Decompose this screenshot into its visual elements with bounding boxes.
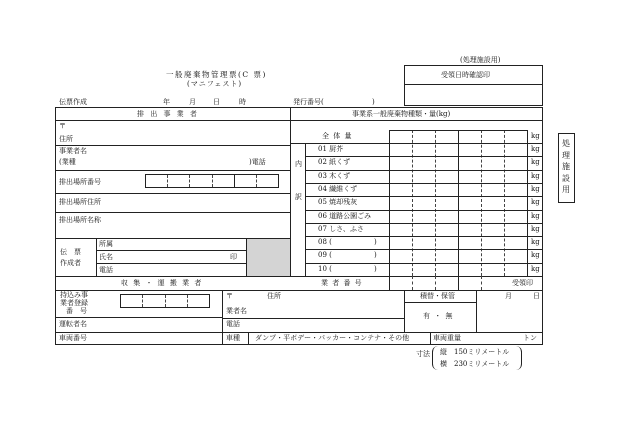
waste-item-unit: kg <box>531 238 540 246</box>
permit-label-3: 番 号 <box>66 307 87 315</box>
breakdown-label-1: 内 <box>295 160 302 168</box>
site-number-label: 排出場所番号 <box>59 178 101 186</box>
site-name-label: 排出場所名称 <box>59 216 101 224</box>
ton-label: トン <box>523 334 537 342</box>
affiliation-label: 所属 <box>99 240 113 248</box>
waste-item-label: 02 紙くず <box>318 158 351 166</box>
dimensions-height: 縦 150ミリメートル <box>440 348 510 356</box>
vehicle-types-options: ダンプ・平ボデー・パッカー・コンテナ・その他 <box>255 334 410 342</box>
issue-number-label: 発行番号( <box>293 98 324 106</box>
day-label: 日 <box>213 98 220 106</box>
business-number-label: 業 者 番 号 <box>321 279 363 287</box>
receipt-seal-label: 受領印 <box>512 279 533 287</box>
breakdown-label-2: 訳 <box>295 193 302 201</box>
waste-item-unit: kg <box>531 185 540 193</box>
with-without-label: 有 ・ 無 <box>423 312 454 320</box>
waste-item-unit: kg <box>531 172 540 180</box>
emitter-industry-label: (業種 <box>59 158 76 166</box>
waste-item-unit: kg <box>531 158 540 166</box>
collector-section-title: 収 集 ・ 運 搬 業 者 <box>121 279 203 287</box>
waste-item-unit: kg <box>531 198 540 206</box>
creator-phone-label: 電話 <box>99 266 113 274</box>
form-title: 一般廃棄物管理票(C 票) <box>166 70 267 79</box>
site-address-label: 排出場所住所 <box>59 198 101 206</box>
waste-item-label: 10 ( <box>318 265 332 273</box>
waste-item-close: ) <box>374 238 377 246</box>
vehicle-number-label: 車両番号 <box>59 334 87 342</box>
unit-total: kg <box>531 132 540 140</box>
month-label: 月 <box>189 98 196 106</box>
emitter-address-label: 住所 <box>59 135 73 143</box>
waste-item-label: 01 厨芥 <box>318 145 344 153</box>
vehicle-type-label: 車種 <box>226 334 240 342</box>
dimensions-label: 寸法 <box>416 350 430 358</box>
name-label: 氏名 <box>99 253 113 261</box>
collector-phone-label: 電話 <box>226 320 240 328</box>
waste-item-label: 04 繊維くず <box>318 185 358 193</box>
waste-item-label: 09 ( <box>318 251 332 259</box>
hour-label: 時 <box>239 98 246 106</box>
issue-number-close: ) <box>372 98 375 106</box>
issue-label: 伝票作成 <box>59 98 87 106</box>
waste-section-title: 事業系一般廃棄物種類・量(kg) <box>352 110 451 118</box>
waste-item-close: ) <box>374 251 377 259</box>
receipt-day-label: 日 <box>533 292 540 300</box>
facility-side-label: 処理施設用 <box>562 139 570 195</box>
waste-item-close: ) <box>374 265 377 273</box>
waste-item-label: 06 道路公園ごみ <box>318 212 372 220</box>
waste-item-label: 03 木くず <box>318 172 351 180</box>
waste-item-unit: kg <box>531 251 540 259</box>
waste-item-unit: kg <box>531 225 540 233</box>
dimensions-width: 横 230ミリメートル <box>440 360 510 368</box>
waste-item-unit: kg <box>531 145 540 153</box>
waste-total-label: 全 体 量 <box>322 132 353 140</box>
permit-label-1: 持込み事 <box>60 291 88 299</box>
waste-item-unit: kg <box>531 212 540 220</box>
permit-label-2: 業者登録 <box>60 299 88 307</box>
collector-address-label: 住所 <box>267 292 281 300</box>
slip-creator-label-2: 作成者 <box>60 259 81 267</box>
slip-creator-label-1: 伝 票 <box>60 248 81 256</box>
waste-item-label: 07 しさ、ふさ <box>318 225 364 233</box>
emitter-business-name-label: 事業者名 <box>59 147 87 155</box>
emitter-postal: 〒 <box>59 122 66 130</box>
shaded-cell <box>247 239 290 276</box>
waste-item-label: 08 ( <box>318 238 332 246</box>
facility-use-label: (処理施設用) <box>460 56 501 64</box>
waste-item-unit: kg <box>531 265 540 273</box>
driver-label: 運転者名 <box>59 320 87 328</box>
seal-label: 印 <box>230 253 237 261</box>
year-label: 年 <box>163 98 170 106</box>
waste-item-label: 05 焼却残灰 <box>318 198 358 206</box>
emitter-phone-label: )電話 <box>249 158 266 166</box>
receipt-confirm-label: 受領日時確認印 <box>441 71 490 79</box>
vehicle-weight-label: 車両重量 <box>433 334 461 342</box>
transship-label: 積替・保管 <box>420 292 455 300</box>
form-subtitle: (マニフェスト) <box>187 80 243 88</box>
collector-postal: 〒 <box>226 292 233 300</box>
collector-business-name-label: 業者名 <box>226 307 247 315</box>
emitter-section-title: 排 出 事 業 者 <box>137 110 199 118</box>
receipt-month-label: 月 <box>505 292 512 300</box>
